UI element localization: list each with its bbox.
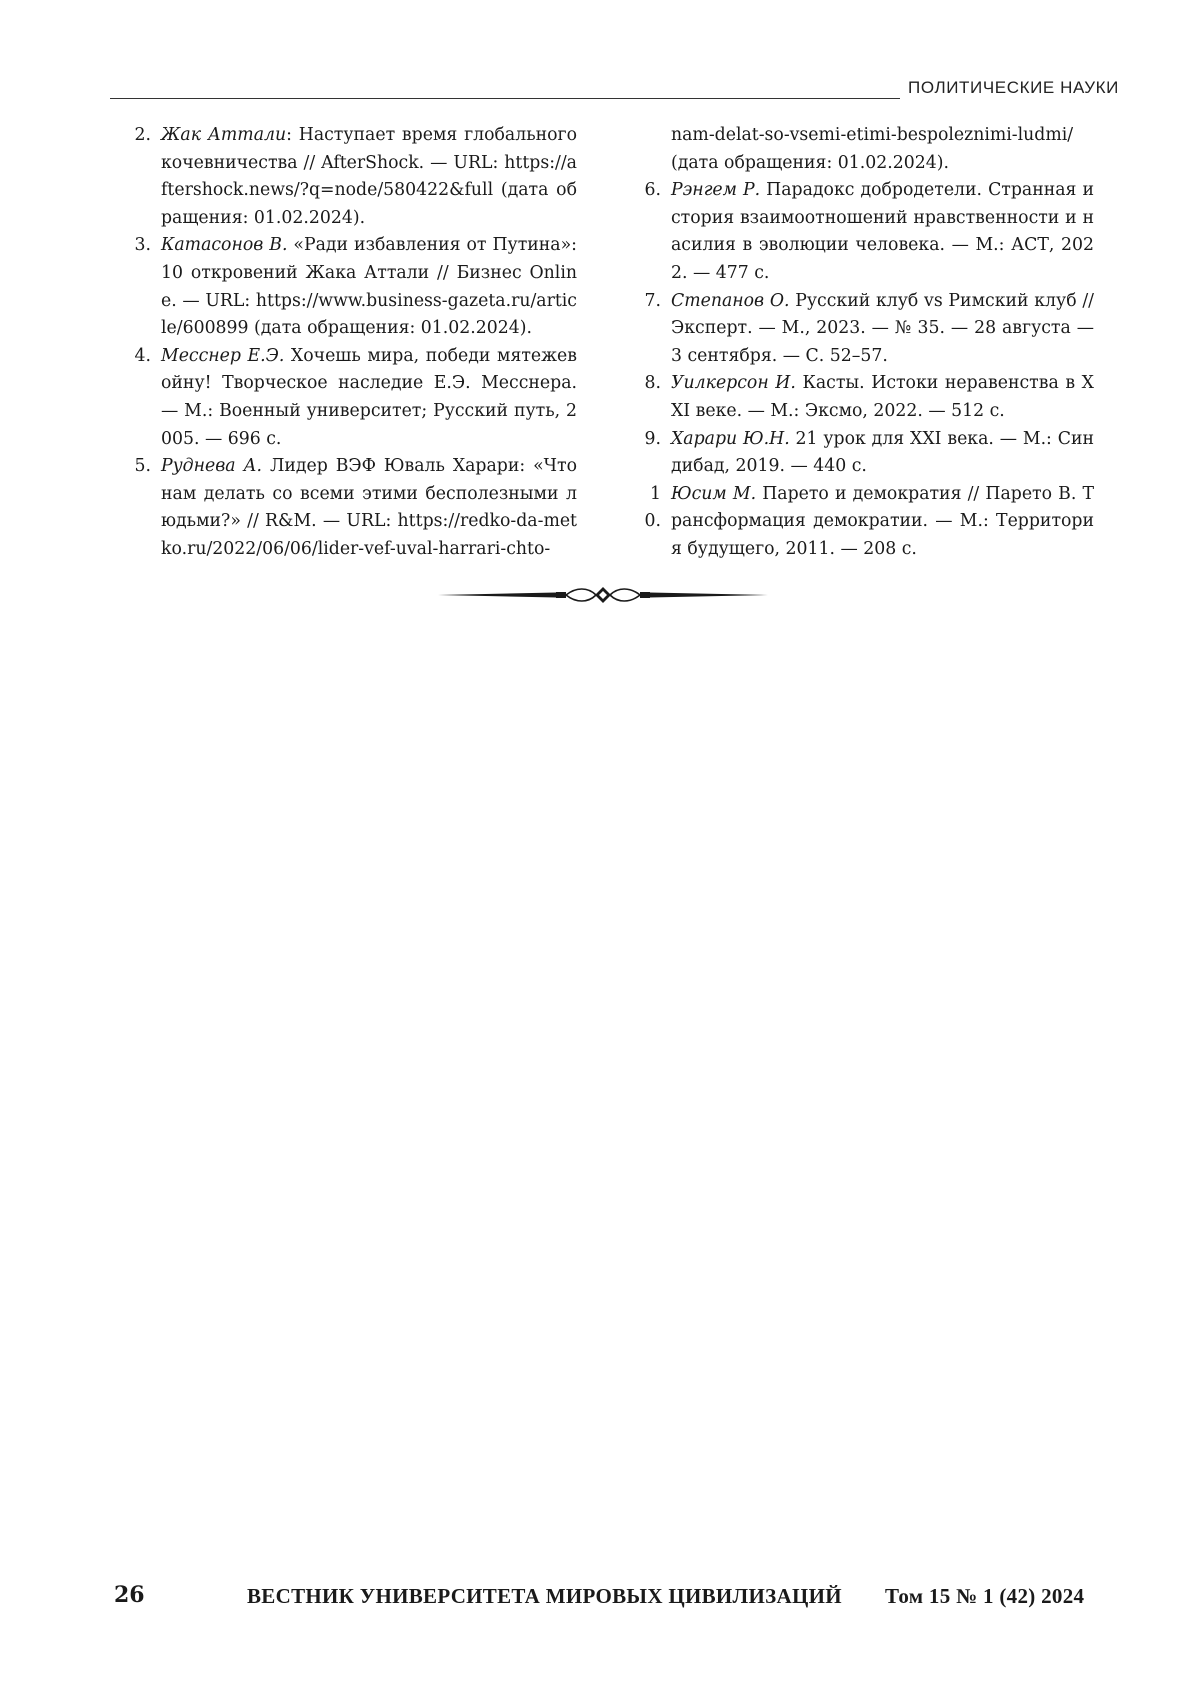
reference-author: Юсим М. <box>671 483 757 504</box>
reference-item <box>636 177 1094 287</box>
references-column-left <box>126 122 577 564</box>
references-column-right <box>636 122 1094 564</box>
reference-item <box>126 453 577 563</box>
running-head-section: ПОЛИТИЧЕСКИЕ НАУКИ <box>908 78 1119 97</box>
reference-author: Уилкерсон И. <box>671 373 796 394</box>
reference-number: 10. <box>644 483 661 532</box>
reference-item <box>126 343 577 453</box>
reference-item <box>636 288 1094 371</box>
reference-text: Лидер ВЭФ Юваль Харари: «Что нам делать со всеми этими бесполезными людьми?» // R&M. — URL: https://redko-da-metko.ru/2022/06/06/lider-vef-uval-harrari-chto- <box>161 456 577 559</box>
reference-item-continuation <box>636 122 1094 177</box>
reference-number: 4. <box>134 345 151 366</box>
reference-text: nam-delat-so-vsemi-etimi-bespoleznimi-ludmi/ (дата обращения: 01.02.2024). <box>671 125 1074 173</box>
journal-title: ВЕСТНИК УНИВЕРСИТЕТА МИРОВЫХ ЦИВИЛИЗАЦИЙ <box>247 1584 842 1608</box>
reference-text: : Наступает время глобального кочевничества // AfterShock. — URL: https://aftershock.news/?q=node/580422&full (дата обращения: 01.02.2024). <box>161 125 577 228</box>
reference-author: Степанов О. <box>671 290 790 311</box>
reference-number: 3. <box>134 235 151 256</box>
page-number: 26 <box>114 1582 145 1608</box>
reference-text: Хочешь мира, победи мятежевойну! Творческое наследие Е.Э. Месснера. — М.: Военный университет; Русский путь, 2005. — 696 с. <box>161 345 577 449</box>
reference-author: Катасонов В. <box>161 235 288 256</box>
reference-item <box>636 426 1094 481</box>
reference-number: 7. <box>644 290 661 311</box>
reference-author: Рэнгем Р. <box>671 180 761 201</box>
reference-item <box>126 122 577 232</box>
reference-text: «Ради избавления от Путина»: 10 откровений Жака Аттали // Бизнес Online. — URL: https://www.business-gazeta.ru/article/600899 (дата обращения: 01.02.2024). <box>161 235 577 339</box>
reference-item <box>636 370 1094 425</box>
reference-author: Месснер Е.Э. <box>161 345 285 366</box>
reference-number: 5. <box>134 456 151 477</box>
reference-text: Парето и демократия // Парето В. Трансформация демократии. — М.: Территория будущего, 2011. — 208 с. <box>671 483 1094 559</box>
reference-number: 6. <box>644 180 661 201</box>
reference-text: 21 урок для XXI века. — М.: Синдибад, 2019. — 440 с. <box>671 428 1094 477</box>
reference-author: Руднева А. <box>161 456 263 477</box>
header-rule <box>110 98 900 99</box>
reference-text: Касты. Истоки неравенства в XXI веке. — М.: Эксмо, 2022. — 512 с. <box>671 373 1094 421</box>
reference-author: Харари Ю.Н. <box>671 428 790 449</box>
reference-number: 2. <box>134 125 151 145</box>
reference-number: 8. <box>644 373 661 394</box>
reference-text: Парадокс добродетели. Странная история взаимоотношений нравственности и насилия в эволюции человека. — М.: АСТ, 2022. — 477 с. <box>671 180 1095 283</box>
reference-number: 9. <box>644 428 661 449</box>
reference-author: Жак Аттали <box>161 125 287 145</box>
reference-item <box>126 232 577 342</box>
reference-item <box>636 481 1094 564</box>
ornamental-divider-icon <box>438 584 768 606</box>
reference-text: Русский клуб vs Римский клуб // Эксперт. — М., 2023. — № 35. — 28 августа — 3 сентября. — С. 52–57. <box>671 290 1094 366</box>
journal-issue: Том 15 № 1 (42) 2024 <box>885 1584 1085 1608</box>
